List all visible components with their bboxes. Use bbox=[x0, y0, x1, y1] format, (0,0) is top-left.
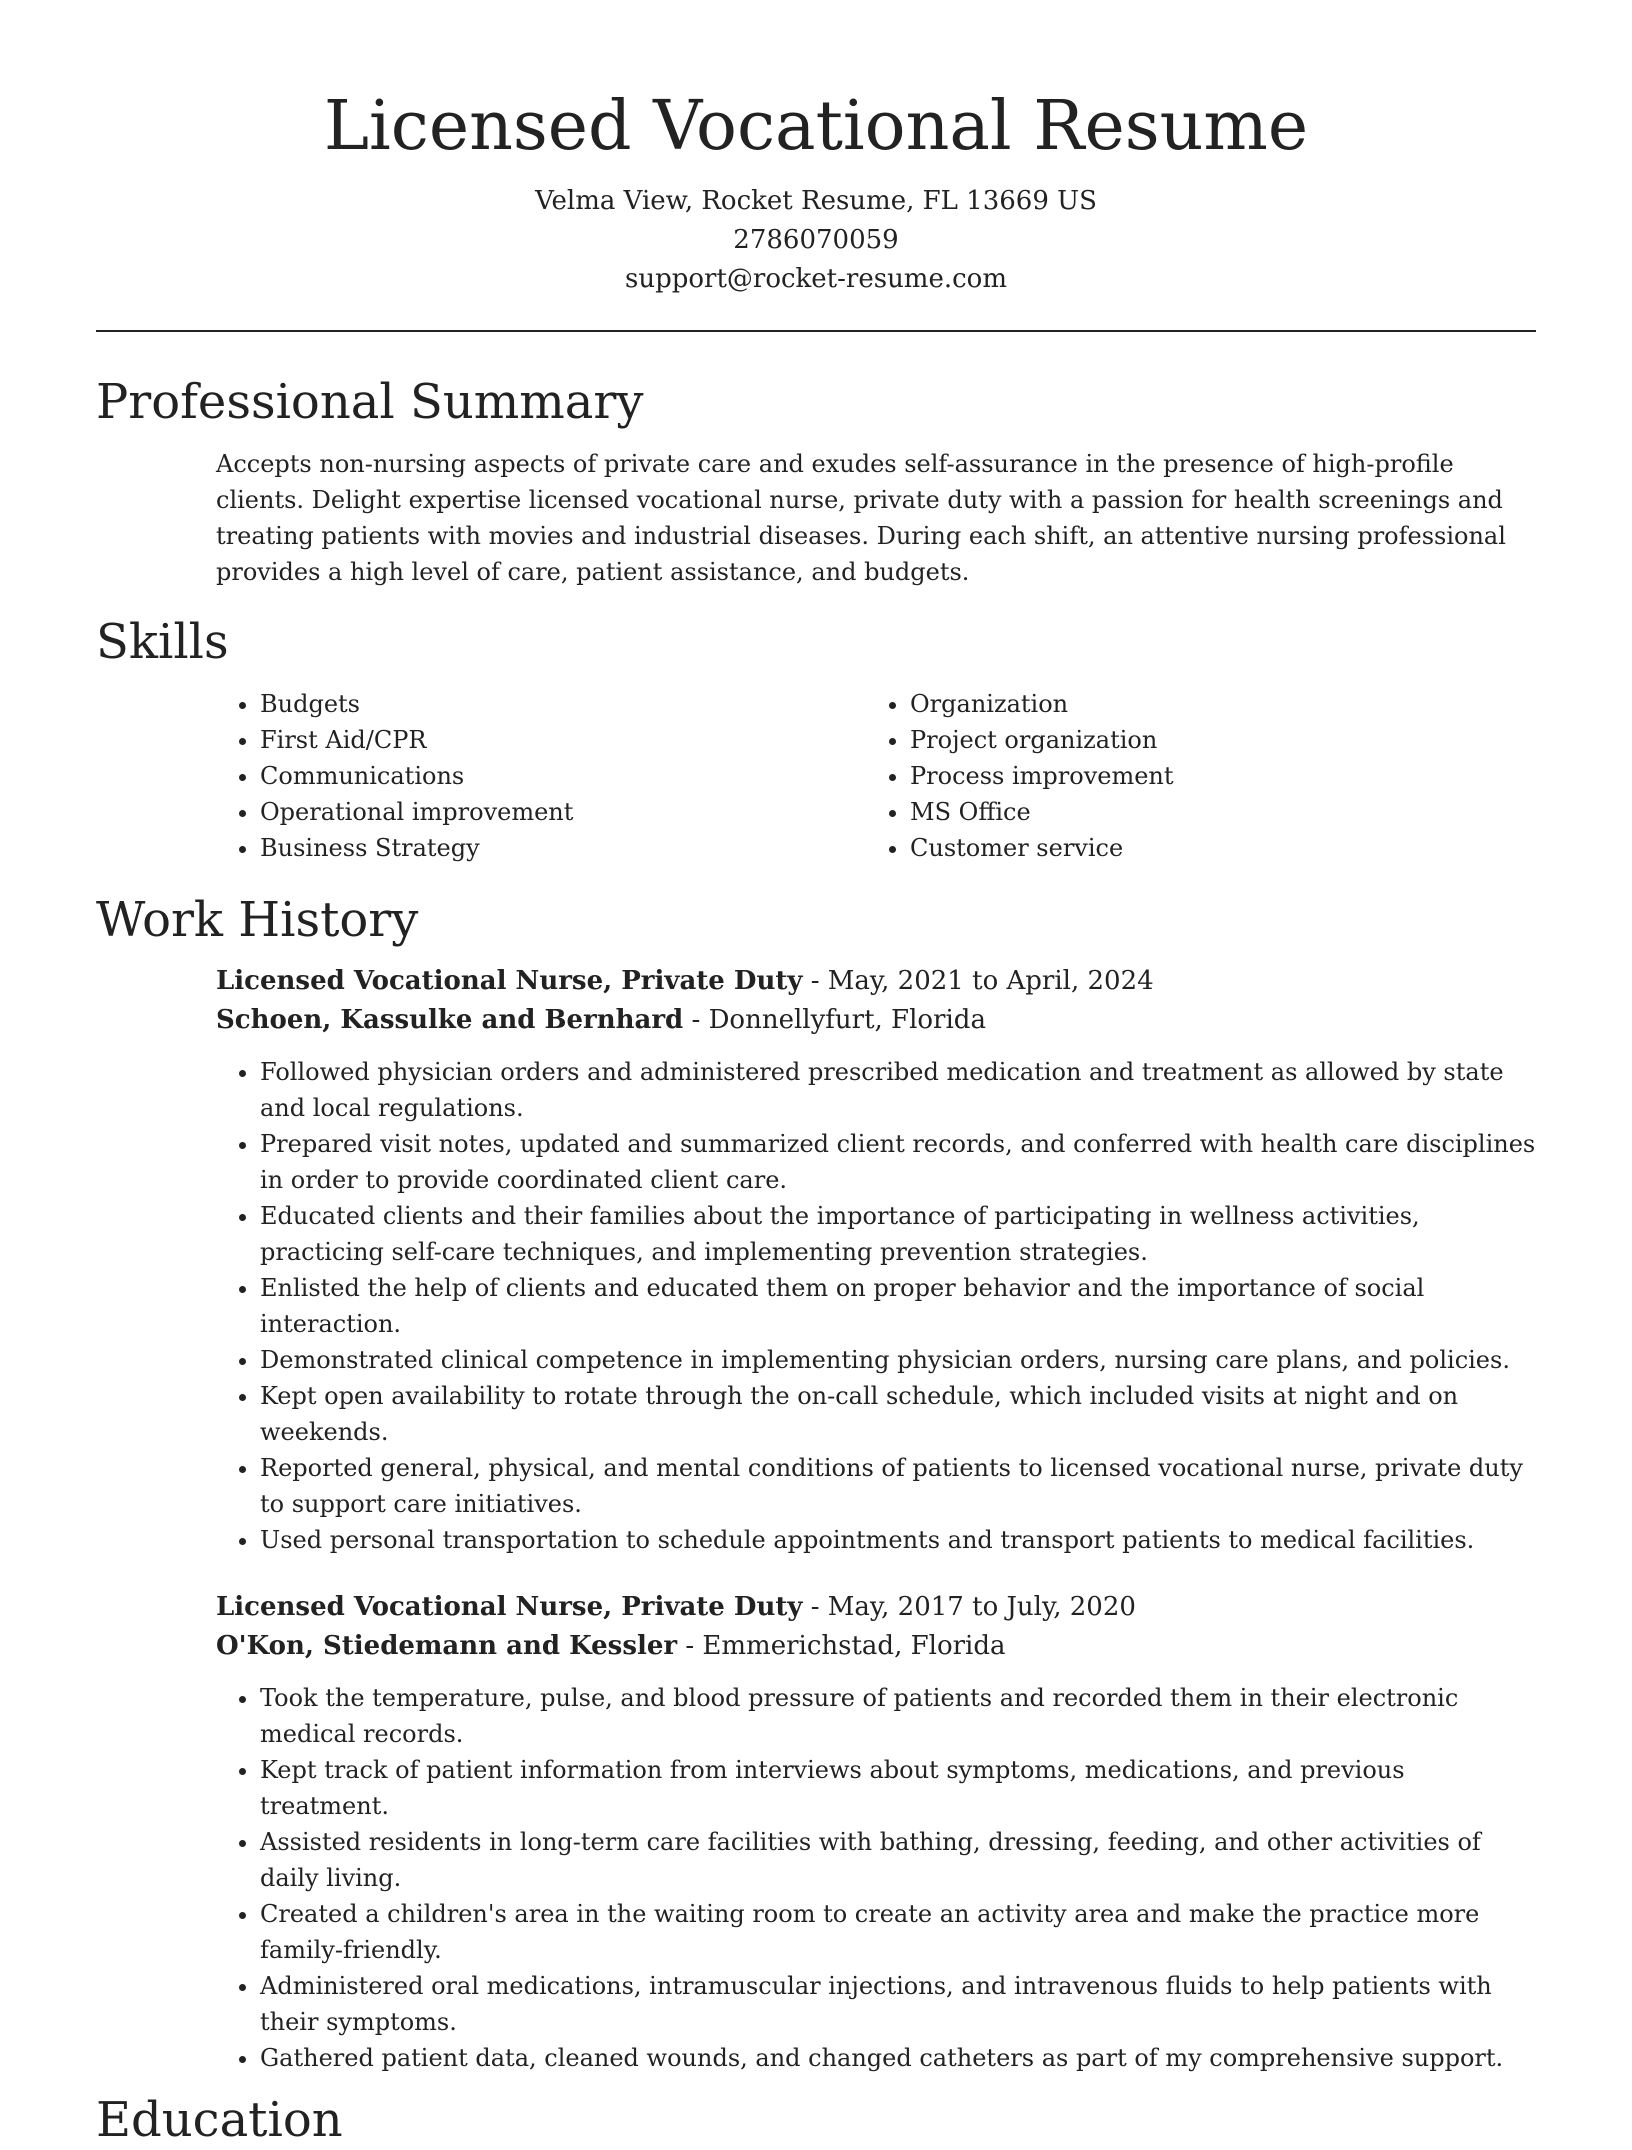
header-divider bbox=[96, 330, 1536, 332]
job-entry bbox=[216, 962, 1536, 1558]
skill-item: • Business Strategy bbox=[260, 830, 870, 866]
resume-title: Licensed Vocational Resume bbox=[323, 87, 1309, 166]
duty-item: • Took the temperature, pulse, and blood pressure of patients and recorded them in their electronic medical records. bbox=[260, 1680, 1536, 1752]
duty-item: • Administered oral medications, intramuscular injections, and intravenous fluids to help patients with their symptoms. bbox=[260, 1968, 1536, 2040]
duty-item: • Followed physician orders and administered prescribed medication and treatment as allowed by state and local regulations. bbox=[260, 1054, 1536, 1126]
job-location: Donnellyfurt, Florida bbox=[708, 1005, 986, 1035]
duty-item: • Assisted residents in long-term care facilities with bathing, dressing, feeding, and other activities of daily living. bbox=[260, 1824, 1536, 1896]
skill-item: • MS Office bbox=[910, 794, 1520, 830]
skills-list bbox=[216, 686, 1536, 866]
job-company: Schoen, Kassulke and Bernhard bbox=[216, 1005, 684, 1035]
summary-section bbox=[216, 446, 1536, 590]
summary-text: Accepts non-nursing aspects of private care and exudes self-assurance in the presence of high-profile clients. Delight expertise licensed vocational nurse, private duty with a passion for health screenings and treating patients with movies and industrial diseases. During each shift, an attentive nursing professional provides a high level of care, patient assistance, and budgets. bbox=[216, 450, 1506, 586]
duty-item: • Used personal transportation to schedule appointments and transport patients to medical facilities. bbox=[260, 1522, 1536, 1558]
job-title: Licensed Vocational Nurse, Private Duty bbox=[216, 1592, 803, 1622]
resume-page bbox=[96, 0, 1536, 2150]
skill-item: • Customer service bbox=[910, 830, 1520, 866]
job-entry bbox=[216, 1588, 1536, 2076]
duty-item: • Prepared visit notes, updated and summarized client records, and conferred with health care disciplines in order to provide coordinated client care. bbox=[260, 1126, 1536, 1198]
contact-email: support@rocket-resume.com bbox=[624, 264, 1007, 294]
duty-item: • Kept track of patient information from interviews about symptoms, medications, and previous treatment. bbox=[260, 1752, 1536, 1824]
job-title-line: Licensed Vocational Nurse, Private Duty - May, 2021 to April, 2024 bbox=[216, 966, 1154, 996]
skill-item: • First Aid/CPR bbox=[260, 722, 870, 758]
job-dates: May, 2021 to April, 2024 bbox=[827, 966, 1154, 996]
skill-item: • Project organization bbox=[910, 722, 1520, 758]
summary-heading: Professional Summary bbox=[96, 374, 644, 430]
duty-item: • Enlisted the help of clients and educated them on proper behavior and the importance of social interaction. bbox=[260, 1270, 1536, 1342]
skills-column-left bbox=[216, 686, 870, 866]
skill-item: • Process improvement bbox=[910, 758, 1520, 794]
job-company-line: Schoen, Kassulke and Bernhard - Donnellyfurt, Florida bbox=[216, 1005, 986, 1035]
skill-item: • Organization bbox=[910, 686, 1520, 722]
work-history-section bbox=[216, 962, 1536, 2076]
duty-item: • Kept open availability to rotate through the on-call schedule, which included visits at night and on weekends. bbox=[260, 1378, 1536, 1450]
job-dates: May, 2017 to July, 2020 bbox=[827, 1592, 1136, 1622]
job-title: Licensed Vocational Nurse, Private Duty bbox=[216, 966, 803, 996]
job-location: Emmerichstad, Florida bbox=[702, 1631, 1006, 1661]
job-duties bbox=[216, 1680, 1536, 2076]
duty-item: • Educated clients and their families about the importance of participating in wellness activities, practicing self-care techniques, and implementing prevention strategies. bbox=[260, 1198, 1536, 1270]
skills-column-right bbox=[870, 686, 1520, 866]
work-history-heading: Work History bbox=[96, 892, 419, 948]
duty-item: • Gathered patient data, cleaned wounds, and changed catheters as part of my comprehensive support. bbox=[260, 2040, 1536, 2076]
job-title-line: Licensed Vocational Nurse, Private Duty - May, 2017 to July, 2020 bbox=[216, 1592, 1136, 1622]
duty-item: • Reported general, physical, and mental conditions of patients to licensed vocational nurse, private duty to support care initiatives. bbox=[260, 1450, 1536, 1522]
duty-item: • Created a children's area in the waiting room to create an activity area and make the practice more family-friendly. bbox=[260, 1896, 1536, 1968]
job-duties bbox=[216, 1054, 1536, 1558]
duty-item: • Demonstrated clinical competence in implementing physician orders, nursing care plans, and policies. bbox=[260, 1342, 1536, 1378]
skill-item: • Operational improvement bbox=[260, 794, 870, 830]
skill-item: • Communications bbox=[260, 758, 870, 794]
contact-address: Velma View, Rocket Resume, FL 13669 US bbox=[535, 186, 1097, 216]
contact-block bbox=[96, 182, 1536, 299]
skills-heading: Skills bbox=[96, 614, 229, 670]
job-company: O'Kon, Stiedemann and Kessler bbox=[216, 1631, 678, 1661]
contact-phone: 2786070059 bbox=[733, 225, 899, 255]
education-heading: Education bbox=[96, 2092, 343, 2148]
skill-item: • Budgets bbox=[260, 686, 870, 722]
job-company-line: O'Kon, Stiedemann and Kessler - Emmerichstad, Florida bbox=[216, 1631, 1006, 1661]
